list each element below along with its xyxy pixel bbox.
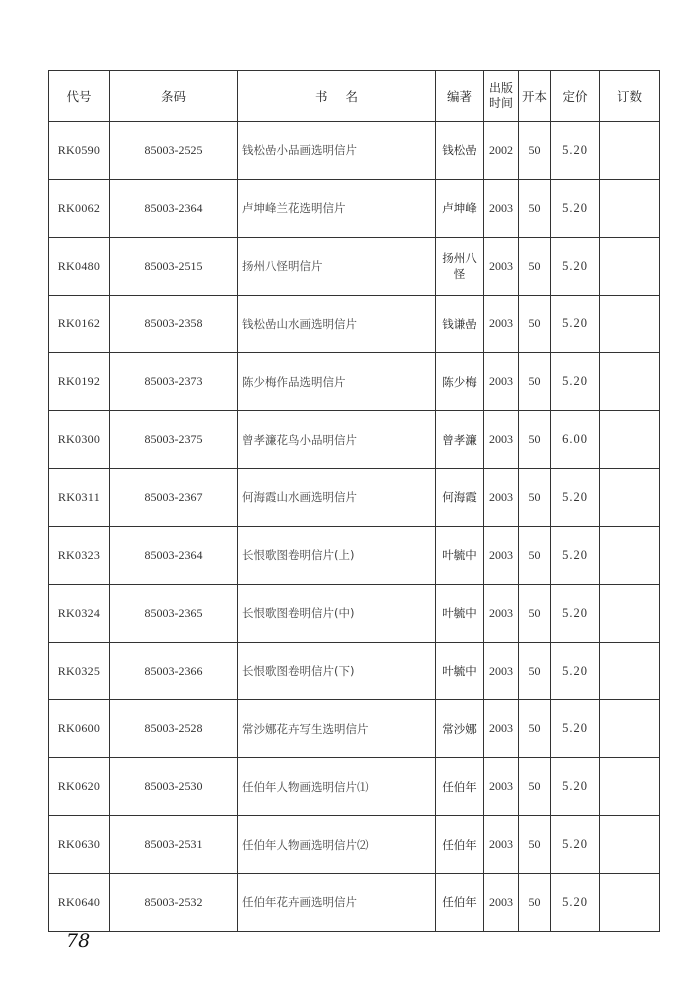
- cell-code: RK0640: [49, 873, 110, 931]
- table-body: [49, 122, 660, 932]
- cell-publish-year: 2003: [484, 758, 519, 816]
- cell-publish-year: 2003: [484, 353, 519, 411]
- cell-price: 5.20: [551, 642, 600, 700]
- cell-barcode: 85003-2365: [110, 584, 238, 642]
- cell-format: 50: [519, 353, 551, 411]
- cell-price: 5.20: [551, 179, 600, 237]
- cell-price: 5.20: [551, 122, 600, 180]
- cell-title: 常沙娜花卉写生选明信片: [238, 700, 436, 758]
- cell-format: 50: [519, 700, 551, 758]
- cell-barcode: 85003-2375: [110, 411, 238, 469]
- header-author: 编著: [436, 71, 484, 122]
- cell-order-count[interactable]: [600, 584, 660, 642]
- cell-format: 50: [519, 584, 551, 642]
- cell-title: 长恨歌图卷明信片(中): [238, 584, 436, 642]
- cell-format: 50: [519, 469, 551, 527]
- cell-author: 任伯年: [436, 816, 484, 874]
- cell-publish-year: 2003: [484, 816, 519, 874]
- cell-barcode: 85003-2515: [110, 237, 238, 295]
- cell-order-count[interactable]: [600, 758, 660, 816]
- cell-format: 50: [519, 758, 551, 816]
- cell-barcode: 85003-2364: [110, 179, 238, 237]
- cell-code: RK0600: [49, 700, 110, 758]
- cell-format: 50: [519, 816, 551, 874]
- cell-title: 长恨歌图卷明信片(下): [238, 642, 436, 700]
- cell-barcode: 85003-2528: [110, 700, 238, 758]
- cell-barcode: 85003-2364: [110, 526, 238, 584]
- cell-barcode: 85003-2525: [110, 122, 238, 180]
- cell-code: RK0324: [49, 584, 110, 642]
- cell-publish-year: 2003: [484, 295, 519, 353]
- cell-author: 叶毓中: [436, 526, 484, 584]
- header-publish-year: [484, 71, 519, 122]
- cell-title: 任伯年花卉画选明信片: [238, 873, 436, 931]
- cell-price: 5.20: [551, 237, 600, 295]
- cell-author: 卢坤峰: [436, 179, 484, 237]
- header-row: [49, 71, 660, 122]
- cell-format: 50: [519, 295, 551, 353]
- header-order-count: 订数: [600, 71, 660, 122]
- cell-format: 50: [519, 411, 551, 469]
- cell-code: RK0590: [49, 122, 110, 180]
- table-row: [49, 816, 660, 874]
- cell-title: 长恨歌图卷明信片(上): [238, 526, 436, 584]
- cell-author: 叶毓中: [436, 584, 484, 642]
- cell-author: 陈少梅: [436, 353, 484, 411]
- cell-title: 钱松嵒小品画选明信片: [238, 122, 436, 180]
- cell-price: 5.20: [551, 295, 600, 353]
- cell-price: 5.20: [551, 873, 600, 931]
- cell-author: 钱谦嵒: [436, 295, 484, 353]
- cell-format: 50: [519, 237, 551, 295]
- cell-order-count[interactable]: [600, 526, 660, 584]
- cell-code: RK0162: [49, 295, 110, 353]
- cell-code: RK0323: [49, 526, 110, 584]
- table-row: [49, 526, 660, 584]
- header-format: 开本: [519, 71, 551, 122]
- cell-code: RK0192: [49, 353, 110, 411]
- cell-code: RK0325: [49, 642, 110, 700]
- header-price: 定价: [551, 71, 600, 122]
- header-barcode: 条码: [110, 71, 238, 122]
- cell-author: 常沙娜: [436, 700, 484, 758]
- cell-author: 扬州八怪: [436, 237, 484, 295]
- cell-order-count[interactable]: [600, 816, 660, 874]
- cell-author: 何海霞: [436, 469, 484, 527]
- table-row: [49, 411, 660, 469]
- cell-order-count[interactable]: [600, 469, 660, 527]
- cell-format: 50: [519, 526, 551, 584]
- cell-code: RK0480: [49, 237, 110, 295]
- header-title: [238, 71, 436, 122]
- table-row: [49, 237, 660, 295]
- catalog-table: [48, 70, 660, 932]
- cell-publish-year: 2003: [484, 179, 519, 237]
- cell-code: RK0300: [49, 411, 110, 469]
- cell-publish-year: 2003: [484, 873, 519, 931]
- cell-order-count[interactable]: [600, 237, 660, 295]
- cell-title: 任伯年人物画选明信片⑴: [238, 758, 436, 816]
- cell-code: RK0062: [49, 179, 110, 237]
- table-row: [49, 469, 660, 527]
- cell-publish-year: 2002: [484, 122, 519, 180]
- table-row: [49, 295, 660, 353]
- cell-format: 50: [519, 179, 551, 237]
- cell-format: 50: [519, 122, 551, 180]
- cell-code: RK0630: [49, 816, 110, 874]
- cell-author: 叶毓中: [436, 642, 484, 700]
- table-row: [49, 122, 660, 180]
- cell-barcode: 85003-2532: [110, 873, 238, 931]
- cell-title: 陈少梅作品选明信片: [238, 353, 436, 411]
- cell-barcode: 85003-2366: [110, 642, 238, 700]
- page-number: 78: [66, 930, 91, 952]
- header-year-line1: 出版: [488, 81, 513, 95]
- cell-price: 5.20: [551, 469, 600, 527]
- table-row: [49, 700, 660, 758]
- cell-order-count[interactable]: [600, 122, 660, 180]
- header-code: 代号: [49, 71, 110, 122]
- cell-order-count[interactable]: [600, 873, 660, 931]
- table-row: [49, 584, 660, 642]
- cell-order-count[interactable]: [600, 411, 660, 469]
- cell-publish-year: 2003: [484, 642, 519, 700]
- cell-barcode: 85003-2367: [110, 469, 238, 527]
- cell-price: 5.20: [551, 758, 600, 816]
- header-title-part1: 书: [314, 89, 346, 104]
- table-row: [49, 353, 660, 411]
- cell-order-count[interactable]: [600, 179, 660, 237]
- cell-format: 50: [519, 642, 551, 700]
- cell-order-count[interactable]: [600, 642, 660, 700]
- cell-price: 5.20: [551, 700, 600, 758]
- cell-publish-year: 2003: [484, 584, 519, 642]
- cell-code: RK0311: [49, 469, 110, 527]
- cell-order-count[interactable]: [600, 295, 660, 353]
- cell-title: 曾孝濂花鸟小品明信片: [238, 411, 436, 469]
- cell-publish-year: 2003: [484, 237, 519, 295]
- cell-publish-year: 2003: [484, 411, 519, 469]
- cell-price: 5.20: [551, 584, 600, 642]
- cell-code: RK0620: [49, 758, 110, 816]
- cell-order-count[interactable]: [600, 700, 660, 758]
- cell-title: 卢坤峰兰花选明信片: [238, 179, 436, 237]
- cell-price: 5.20: [551, 816, 600, 874]
- header-year-line2: 时间: [488, 96, 513, 110]
- table-row: [49, 642, 660, 700]
- cell-author: 任伯年: [436, 873, 484, 931]
- cell-publish-year: 2003: [484, 469, 519, 527]
- table-row: [49, 179, 660, 237]
- cell-author: 曾孝濂: [436, 411, 484, 469]
- table-row: [49, 873, 660, 931]
- cell-title: 何海霞山水画选明信片: [238, 469, 436, 527]
- cell-format: 50: [519, 873, 551, 931]
- table-row: [49, 758, 660, 816]
- cell-barcode: 85003-2358: [110, 295, 238, 353]
- cell-author: 钱松嵒: [436, 122, 484, 180]
- cell-publish-year: 2003: [484, 526, 519, 584]
- cell-publish-year: 2003: [484, 700, 519, 758]
- cell-title: 钱松嵒山水画选明信片: [238, 295, 436, 353]
- cell-barcode: 85003-2531: [110, 816, 238, 874]
- header-title-part2: 名: [345, 89, 359, 104]
- cell-title: 扬州八怪明信片: [238, 237, 436, 295]
- cell-price: 5.20: [551, 353, 600, 411]
- cell-barcode: 85003-2530: [110, 758, 238, 816]
- cell-price: 5.20: [551, 526, 600, 584]
- cell-price: 6.00: [551, 411, 600, 469]
- cell-author: 任伯年: [436, 758, 484, 816]
- cell-barcode: 85003-2373: [110, 353, 238, 411]
- cell-order-count[interactable]: [600, 353, 660, 411]
- cell-title: 任伯年人物画选明信片⑵: [238, 816, 436, 874]
